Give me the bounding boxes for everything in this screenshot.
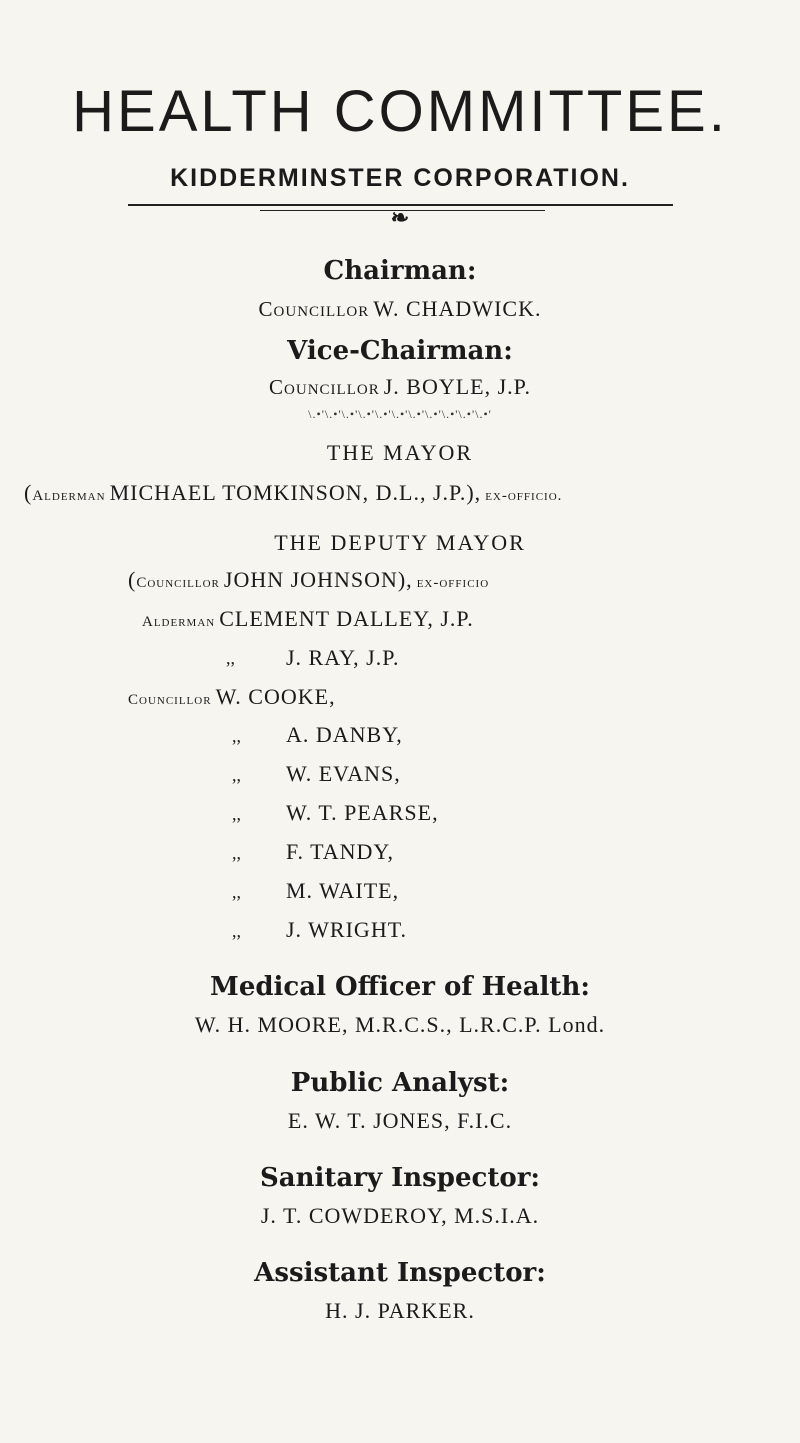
- medical-officer-heading: Medical Officer of Health:: [210, 972, 590, 1002]
- alderman-line: [142, 606, 474, 632]
- alderman-name: J. RAY, J.P.: [286, 645, 400, 670]
- medical-officer-name: W. H. MOORE, M.R.C.S., L.R.C.P. Lond.: [194, 1012, 606, 1037]
- councillor-name: A. DANBY,: [286, 722, 403, 747]
- sanitary-inspector-heading: Sanitary Inspector:: [259, 1163, 541, 1193]
- mayor-name: MICHAEL TOMKINSON, D.L., J.P.),: [109, 480, 482, 505]
- vice-chairman-heading: Vice-Chairman:: [287, 336, 513, 366]
- sanitary-inspector-name: J. T. COWDEROY, M.S.I.A.: [260, 1203, 540, 1228]
- councillor-line: [128, 684, 336, 710]
- public-analyst-name: E. W. T. JONES, F.I.C.: [287, 1108, 513, 1133]
- deputy-mayor-title: THE DEPUTY MAYOR: [274, 530, 526, 555]
- alderman-rank: Alderman: [142, 614, 216, 630]
- ditto-mark: ,,: [232, 804, 241, 824]
- ditto-mark: ,,: [232, 765, 241, 785]
- vice-chairman-name: J. BOYLE, J.P.: [383, 374, 531, 399]
- chairman-heading: Chairman:: [323, 256, 477, 286]
- deputy-ex-officio: ex-officio: [416, 575, 490, 591]
- councillor-name: W. EVANS,: [286, 761, 401, 786]
- ornament-icon: ❧: [390, 205, 410, 230]
- mayor-ex-officio: ex-officio.: [485, 488, 563, 504]
- alderman-name: CLEMENT DALLEY, J.P.: [219, 606, 474, 631]
- vice-chairman-line: [0, 374, 800, 400]
- page-subtitle: KIDDERMINSTER CORPORATION.: [170, 164, 630, 192]
- mayor-rank: Alderman: [32, 488, 106, 504]
- councillor-rank: Councillor: [128, 692, 212, 708]
- vice-chairman-rank: Councillor: [269, 375, 380, 399]
- councillor-name: F. TANDY,: [286, 839, 394, 864]
- chairman-name: W. CHADWICK.: [373, 296, 542, 321]
- mayor-line: [24, 480, 562, 506]
- assistant-inspector-heading: Assistant Inspector:: [254, 1258, 546, 1288]
- chairman-line: [0, 296, 800, 322]
- chairman-rank: Councillor: [258, 297, 370, 321]
- ditto-mark: ,,: [232, 726, 241, 746]
- assistant-inspector-name: H. J. PARKER.: [325, 1298, 475, 1323]
- ditto-mark: ,,: [232, 843, 241, 863]
- ditto-mark: ,,: [226, 648, 235, 668]
- deputy-rank: Councillor: [136, 575, 220, 591]
- mayor-title: THE MAYOR: [326, 440, 474, 465]
- ditto-mark: ,,: [232, 882, 241, 902]
- councillor-name: W. COOKE,: [215, 684, 336, 709]
- decorative-divider: \.•'\.•'\.•'\.•'\.•'\.•'\.•'\.•'\.•'\.•'\.•': [308, 407, 492, 421]
- deputy-open-paren: (: [128, 567, 137, 592]
- public-analyst-heading: Public Analyst:: [290, 1068, 510, 1098]
- page-title: HEALTH COMMITTEE.: [72, 79, 728, 144]
- councillor-name: J. WRIGHT.: [286, 917, 408, 942]
- councillor-name: M. WAITE,: [286, 878, 400, 903]
- deputy-name: JOHN JOHNSON),: [223, 567, 413, 592]
- deputy-mayor-line: [128, 567, 489, 593]
- ditto-mark: ,,: [232, 921, 241, 941]
- mayor-open-paren: (: [24, 480, 33, 505]
- councillor-name: W. T. PEARSE,: [286, 800, 439, 825]
